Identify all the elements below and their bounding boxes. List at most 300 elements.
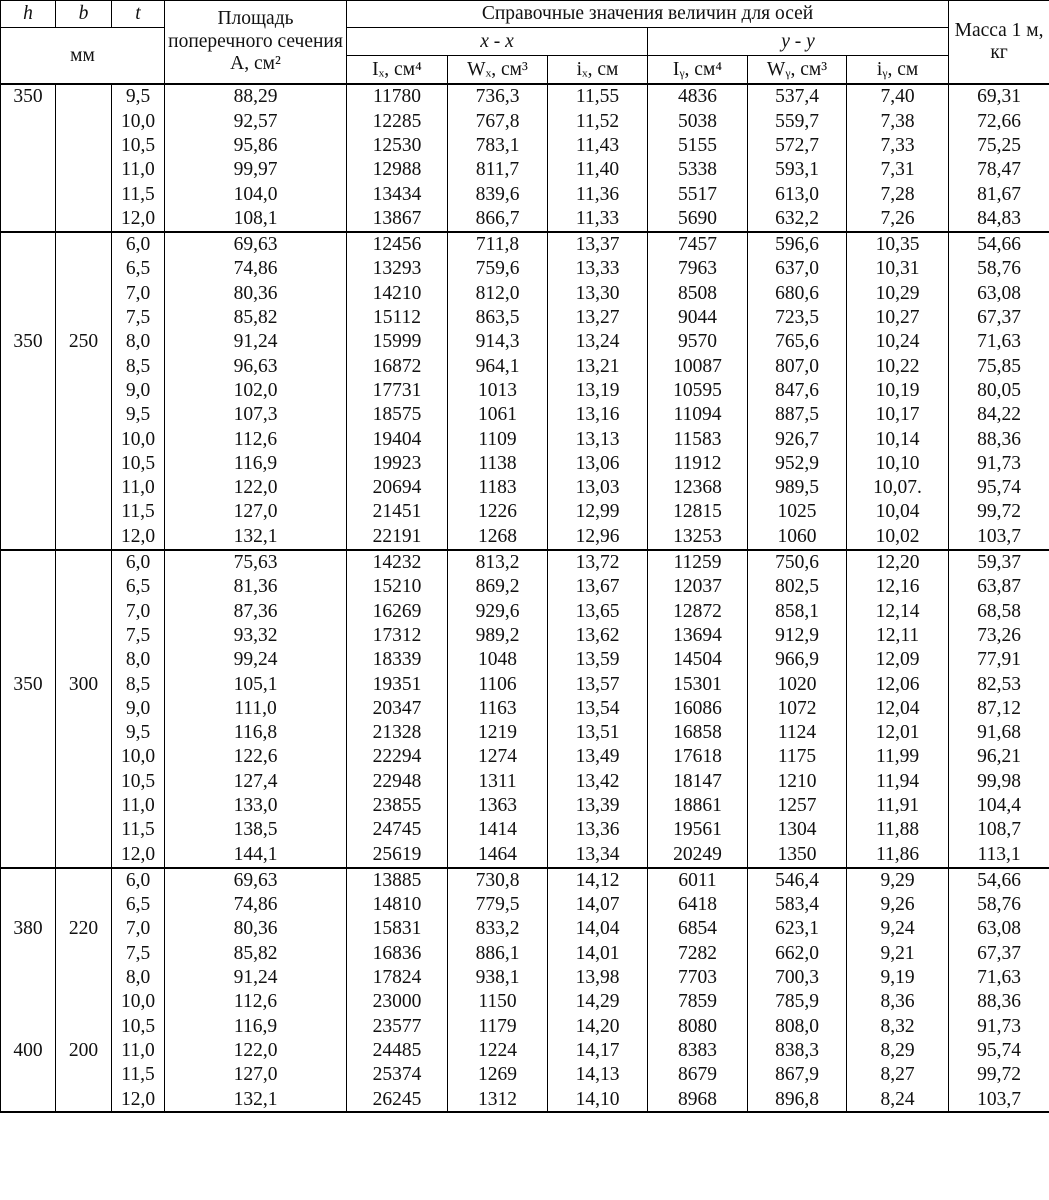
wy-modulus-value: 1025 [748, 500, 847, 524]
h-cell: 400 [1, 1039, 56, 1063]
table-row [1, 624, 1049, 648]
iy-radius-value: 10,10 [847, 451, 949, 475]
mass-value: 58,76 [949, 257, 1049, 281]
h-cell [1, 427, 56, 451]
iy-moment-value: 12368 [648, 476, 748, 500]
iy-radius-value: 10,27 [847, 306, 949, 330]
iy-moment-value: 15301 [648, 672, 748, 696]
table-row [1, 500, 1049, 524]
b-cell [56, 158, 112, 182]
ix-moment-value: 15999 [347, 330, 448, 354]
wy-modulus-value: 785,9 [748, 990, 847, 1014]
area-value: 93,32 [165, 624, 347, 648]
wx-modulus-value: 783,1 [448, 134, 548, 158]
t-value: 7,0 [112, 599, 165, 623]
ix-radius-value: 13,57 [548, 672, 648, 696]
table-row [1, 818, 1049, 842]
mass-value: 72,66 [949, 109, 1049, 133]
iy-moment-value: 8968 [648, 1087, 748, 1112]
wy-modulus-value: 1304 [748, 818, 847, 842]
table-row [1, 354, 1049, 378]
area-value: 116,9 [165, 1014, 347, 1038]
header-iy-radius: iᵧ, см [847, 56, 949, 85]
wy-modulus-value: 637,0 [748, 257, 847, 281]
t-value: 6,5 [112, 575, 165, 599]
iy-radius-value: 10,35 [847, 232, 949, 257]
wy-modulus-value: 680,6 [748, 281, 847, 305]
iy-moment-value: 11094 [648, 403, 748, 427]
area-value: 96,63 [165, 354, 347, 378]
area-value: 127,4 [165, 769, 347, 793]
area-value: 122,6 [165, 745, 347, 769]
h-cell [1, 524, 56, 549]
h-cell [1, 257, 56, 281]
ix-radius-value: 13,19 [548, 379, 648, 403]
ix-radius-value: 13,33 [548, 257, 648, 281]
t-value: 7,5 [112, 306, 165, 330]
wx-modulus-value: 866,7 [448, 206, 548, 231]
ix-moment-value: 16269 [347, 599, 448, 623]
wy-modulus-value: 1060 [748, 524, 847, 549]
wy-modulus-value: 546,4 [748, 868, 847, 893]
iy-radius-value: 9,21 [847, 941, 949, 965]
wx-modulus-value: 886,1 [448, 941, 548, 965]
b-cell [56, 818, 112, 842]
iy-moment-value: 16086 [648, 696, 748, 720]
wx-modulus-value: 779,5 [448, 893, 548, 917]
ix-radius-value: 13,16 [548, 403, 648, 427]
t-value: 10,5 [112, 134, 165, 158]
area-value: 144,1 [165, 842, 347, 867]
table-row [1, 1014, 1049, 1038]
t-value: 6,0 [112, 232, 165, 257]
wy-modulus-value: 632,2 [748, 206, 847, 231]
area-value: 74,86 [165, 893, 347, 917]
t-value: 7,0 [112, 281, 165, 305]
ix-radius-value: 13,59 [548, 648, 648, 672]
header-wy-modulus: Wᵧ, см³ [748, 56, 847, 85]
iy-moment-value: 11259 [648, 550, 748, 575]
table-row [1, 427, 1049, 451]
iy-radius-value: 10,31 [847, 257, 949, 281]
mass-value: 108,7 [949, 818, 1049, 842]
area-value: 87,36 [165, 599, 347, 623]
t-value: 11,0 [112, 158, 165, 182]
iy-radius-value: 9,19 [847, 966, 949, 990]
ix-moment-value: 11780 [347, 84, 448, 109]
wx-modulus-value: 1312 [448, 1087, 548, 1112]
ix-moment-value: 14210 [347, 281, 448, 305]
b-cell [56, 134, 112, 158]
wy-modulus-value: 572,7 [748, 134, 847, 158]
iy-radius-value: 9,26 [847, 893, 949, 917]
wx-modulus-value: 964,1 [448, 354, 548, 378]
ix-radius-value: 13,36 [548, 818, 648, 842]
h-cell [1, 1087, 56, 1112]
area-value: 108,1 [165, 206, 347, 231]
h-cell [1, 842, 56, 867]
wy-modulus-value: 1124 [748, 721, 847, 745]
area-value: 111,0 [165, 696, 347, 720]
t-value: 11,5 [112, 818, 165, 842]
wx-modulus-value: 1013 [448, 379, 548, 403]
area-value: 92,57 [165, 109, 347, 133]
header-h: h [1, 1, 56, 28]
mass-value: 91,68 [949, 721, 1049, 745]
ix-moment-value: 18575 [347, 403, 448, 427]
ix-radius-value: 13,67 [548, 575, 648, 599]
h-cell: 350 [1, 330, 56, 354]
ix-radius-value: 11,40 [548, 158, 648, 182]
ix-moment-value: 23000 [347, 990, 448, 1014]
wx-modulus-value: 1048 [448, 648, 548, 672]
wx-modulus-value: 1226 [448, 500, 548, 524]
h-cell [1, 599, 56, 623]
header-wx-modulus: Wₓ, см³ [448, 56, 548, 85]
iy-radius-value: 8,32 [847, 1014, 949, 1038]
mass-value: 75,85 [949, 354, 1049, 378]
ix-moment-value: 12988 [347, 158, 448, 182]
ix-moment-value: 17731 [347, 379, 448, 403]
mass-value: 103,7 [949, 524, 1049, 549]
h-cell [1, 1063, 56, 1087]
ix-moment-value: 20694 [347, 476, 448, 500]
area-value: 122,0 [165, 1039, 347, 1063]
t-value: 10,0 [112, 427, 165, 451]
area-value: 74,86 [165, 257, 347, 281]
ix-moment-value: 15831 [347, 917, 448, 941]
mass-value: 99,72 [949, 1063, 1049, 1087]
h-cell [1, 941, 56, 965]
ix-moment-value: 21328 [347, 721, 448, 745]
iy-radius-value: 7,33 [847, 134, 949, 158]
ix-radius-value: 12,96 [548, 524, 648, 549]
mass-value: 78,47 [949, 158, 1049, 182]
t-value: 9,0 [112, 379, 165, 403]
ix-moment-value: 23577 [347, 1014, 448, 1038]
mass-value: 87,12 [949, 696, 1049, 720]
t-value: 6,0 [112, 868, 165, 893]
wy-modulus-value: 723,5 [748, 306, 847, 330]
iy-moment-value: 6011 [648, 868, 748, 893]
wx-modulus-value: 869,2 [448, 575, 548, 599]
b-cell [56, 1063, 112, 1087]
mass-value: 54,66 [949, 232, 1049, 257]
area-value: 91,24 [165, 966, 347, 990]
table-row [1, 842, 1049, 867]
area-value: 104,0 [165, 182, 347, 206]
table-row [1, 769, 1049, 793]
wx-modulus-value: 1464 [448, 842, 548, 867]
wy-modulus-value: 1072 [748, 696, 847, 720]
wy-modulus-value: 593,1 [748, 158, 847, 182]
h-cell [1, 134, 56, 158]
b-cell [56, 990, 112, 1014]
iy-radius-value: 10,22 [847, 354, 949, 378]
h-cell [1, 403, 56, 427]
area-value: 69,63 [165, 232, 347, 257]
mass-value: 82,53 [949, 672, 1049, 696]
ix-moment-value: 19404 [347, 427, 448, 451]
iy-radius-value: 7,26 [847, 206, 949, 231]
h-cell [1, 281, 56, 305]
b-cell: 250 [56, 330, 112, 354]
t-value: 9,0 [112, 696, 165, 720]
b-cell [56, 868, 112, 893]
mass-value: 54,66 [949, 868, 1049, 893]
table-row [1, 281, 1049, 305]
ix-radius-value: 13,30 [548, 281, 648, 305]
area-value: 102,0 [165, 379, 347, 403]
iy-moment-value: 13694 [648, 624, 748, 648]
iy-moment-value: 19561 [648, 818, 748, 842]
ix-radius-value: 14,20 [548, 1014, 648, 1038]
mass-value: 67,37 [949, 306, 1049, 330]
iy-moment-value: 17618 [648, 745, 748, 769]
ix-moment-value: 20347 [347, 696, 448, 720]
mass-value: 58,76 [949, 893, 1049, 917]
b-cell: 300 [56, 672, 112, 696]
wx-modulus-value: 813,2 [448, 550, 548, 575]
mass-value: 99,72 [949, 500, 1049, 524]
h-cell [1, 868, 56, 893]
mass-value: 63,87 [949, 575, 1049, 599]
wy-modulus-value: 1257 [748, 794, 847, 818]
header-b: b [56, 1, 112, 28]
t-value: 8,0 [112, 966, 165, 990]
h-cell [1, 624, 56, 648]
iy-moment-value: 7963 [648, 257, 748, 281]
iy-radius-value: 12,04 [847, 696, 949, 720]
wx-modulus-value: 1414 [448, 818, 548, 842]
header-reference-values: Справочные значения величин для осей [347, 1, 949, 28]
ix-moment-value: 15210 [347, 575, 448, 599]
mass-value: 88,36 [949, 990, 1049, 1014]
area-value: 91,24 [165, 330, 347, 354]
iy-moment-value: 4836 [648, 84, 748, 109]
iy-moment-value: 12815 [648, 500, 748, 524]
iy-radius-value: 11,88 [847, 818, 949, 842]
t-value: 9,5 [112, 84, 165, 109]
iy-radius-value: 12,11 [847, 624, 949, 648]
iy-moment-value: 20249 [648, 842, 748, 867]
mass-value: 80,05 [949, 379, 1049, 403]
wx-modulus-value: 1219 [448, 721, 548, 745]
wy-modulus-value: 750,6 [748, 550, 847, 575]
mass-value: 71,63 [949, 330, 1049, 354]
wy-modulus-value: 926,7 [748, 427, 847, 451]
wx-modulus-value: 759,6 [448, 257, 548, 281]
area-value: 85,82 [165, 306, 347, 330]
iy-radius-value: 8,29 [847, 1039, 949, 1063]
ix-moment-value: 13434 [347, 182, 448, 206]
iy-radius-value: 11,99 [847, 745, 949, 769]
t-value: 12,0 [112, 1087, 165, 1112]
ix-moment-value: 17824 [347, 966, 448, 990]
iy-moment-value: 7703 [648, 966, 748, 990]
t-value: 12,0 [112, 842, 165, 867]
iy-moment-value: 10595 [648, 379, 748, 403]
ix-radius-value: 12,99 [548, 500, 648, 524]
iy-moment-value: 8080 [648, 1014, 748, 1038]
area-value: 88,29 [165, 84, 347, 109]
h-cell [1, 990, 56, 1014]
b-cell [56, 624, 112, 648]
h-cell [1, 648, 56, 672]
mass-value: 95,74 [949, 476, 1049, 500]
iy-moment-value: 12872 [648, 599, 748, 623]
ix-radius-value: 14,29 [548, 990, 648, 1014]
table-row [1, 550, 1049, 575]
iy-radius-value: 12,06 [847, 672, 949, 696]
area-value: 80,36 [165, 281, 347, 305]
wy-modulus-value: 912,9 [748, 624, 847, 648]
ix-moment-value: 13293 [347, 257, 448, 281]
table-row [1, 232, 1049, 257]
ix-moment-value: 15112 [347, 306, 448, 330]
t-value: 7,0 [112, 917, 165, 941]
iy-moment-value: 5038 [648, 109, 748, 133]
wx-modulus-value: 1224 [448, 1039, 548, 1063]
table-row [1, 379, 1049, 403]
header-units-mm: мм [1, 28, 165, 85]
area-value: 132,1 [165, 1087, 347, 1112]
t-value: 6,0 [112, 550, 165, 575]
b-cell [56, 893, 112, 917]
table-row [1, 1039, 1049, 1063]
h-cell [1, 379, 56, 403]
ix-radius-value: 13,24 [548, 330, 648, 354]
table-row [1, 966, 1049, 990]
ix-moment-value: 18339 [347, 648, 448, 672]
wx-modulus-value: 811,7 [448, 158, 548, 182]
table-row [1, 451, 1049, 475]
t-value: 8,0 [112, 330, 165, 354]
wx-modulus-value: 767,8 [448, 109, 548, 133]
iy-radius-value: 12,09 [847, 648, 949, 672]
t-value: 11,0 [112, 476, 165, 500]
t-value: 9,5 [112, 403, 165, 427]
area-value: 69,63 [165, 868, 347, 893]
header-t: t [112, 1, 165, 28]
ix-radius-value: 11,43 [548, 134, 648, 158]
area-value: 99,97 [165, 158, 347, 182]
iy-moment-value: 16858 [648, 721, 748, 745]
ix-radius-value: 11,36 [548, 182, 648, 206]
t-value: 8,0 [112, 648, 165, 672]
h-cell [1, 500, 56, 524]
mass-value: 75,25 [949, 134, 1049, 158]
iy-radius-value: 12,20 [847, 550, 949, 575]
iy-radius-value: 10,17 [847, 403, 949, 427]
ix-moment-value: 12530 [347, 134, 448, 158]
table-row [1, 721, 1049, 745]
table-row [1, 672, 1049, 696]
iy-radius-value: 7,28 [847, 182, 949, 206]
mass-value: 99,98 [949, 769, 1049, 793]
b-cell [56, 941, 112, 965]
iy-radius-value: 8,24 [847, 1087, 949, 1112]
mass-value: 96,21 [949, 745, 1049, 769]
iy-radius-value: 10,07. [847, 476, 949, 500]
b-cell [56, 232, 112, 257]
ix-radius-value: 13,51 [548, 721, 648, 745]
iy-moment-value: 6418 [648, 893, 748, 917]
b-cell [56, 966, 112, 990]
iy-radius-value: 10,04 [847, 500, 949, 524]
mass-value: 104,4 [949, 794, 1049, 818]
table-row [1, 794, 1049, 818]
b-cell [56, 281, 112, 305]
h-cell [1, 306, 56, 330]
table-row [1, 476, 1049, 500]
ix-radius-value: 13,62 [548, 624, 648, 648]
wy-modulus-value: 867,9 [748, 1063, 847, 1087]
wx-modulus-value: 938,1 [448, 966, 548, 990]
b-cell [56, 403, 112, 427]
iy-radius-value: 10,29 [847, 281, 949, 305]
iy-radius-value: 11,86 [847, 842, 949, 867]
ix-moment-value: 26245 [347, 1087, 448, 1112]
t-value: 8,5 [112, 672, 165, 696]
table-row [1, 109, 1049, 133]
t-value: 6,5 [112, 893, 165, 917]
iy-radius-value: 12,16 [847, 575, 949, 599]
ix-radius-value: 14,13 [548, 1063, 648, 1087]
h-cell [1, 966, 56, 990]
table-row [1, 182, 1049, 206]
h-cell [1, 696, 56, 720]
h-cell [1, 818, 56, 842]
ix-radius-value: 13,13 [548, 427, 648, 451]
ix-moment-value: 13867 [347, 206, 448, 231]
wx-modulus-value: 736,3 [448, 84, 548, 109]
area-value: 80,36 [165, 917, 347, 941]
ix-moment-value: 12285 [347, 109, 448, 133]
table-row [1, 1063, 1049, 1087]
h-cell [1, 451, 56, 475]
b-cell [56, 745, 112, 769]
table-row [1, 941, 1049, 965]
area-value: 133,0 [165, 794, 347, 818]
table-row [1, 745, 1049, 769]
h-cell [1, 109, 56, 133]
b-cell [56, 451, 112, 475]
h-cell: 350 [1, 84, 56, 109]
header-mass: Масса 1 м, кг [949, 1, 1049, 85]
iy-radius-value: 7,38 [847, 109, 949, 133]
ix-radius-value: 13,42 [548, 769, 648, 793]
wy-modulus-value: 966,9 [748, 648, 847, 672]
iy-moment-value: 7457 [648, 232, 748, 257]
iy-moment-value: 5690 [648, 206, 748, 231]
b-cell [56, 109, 112, 133]
t-value: 11,5 [112, 500, 165, 524]
mass-value: 88,36 [949, 427, 1049, 451]
h-cell [1, 893, 56, 917]
ix-radius-value: 11,52 [548, 109, 648, 133]
t-value: 10,0 [112, 109, 165, 133]
iy-radius-value: 10,19 [847, 379, 949, 403]
b-cell [56, 648, 112, 672]
wx-modulus-value: 1269 [448, 1063, 548, 1087]
iy-moment-value: 11583 [648, 427, 748, 451]
wy-modulus-value: 559,7 [748, 109, 847, 133]
wx-modulus-value: 1274 [448, 745, 548, 769]
wx-modulus-value: 1183 [448, 476, 548, 500]
area-value: 75,63 [165, 550, 347, 575]
table-row [1, 306, 1049, 330]
